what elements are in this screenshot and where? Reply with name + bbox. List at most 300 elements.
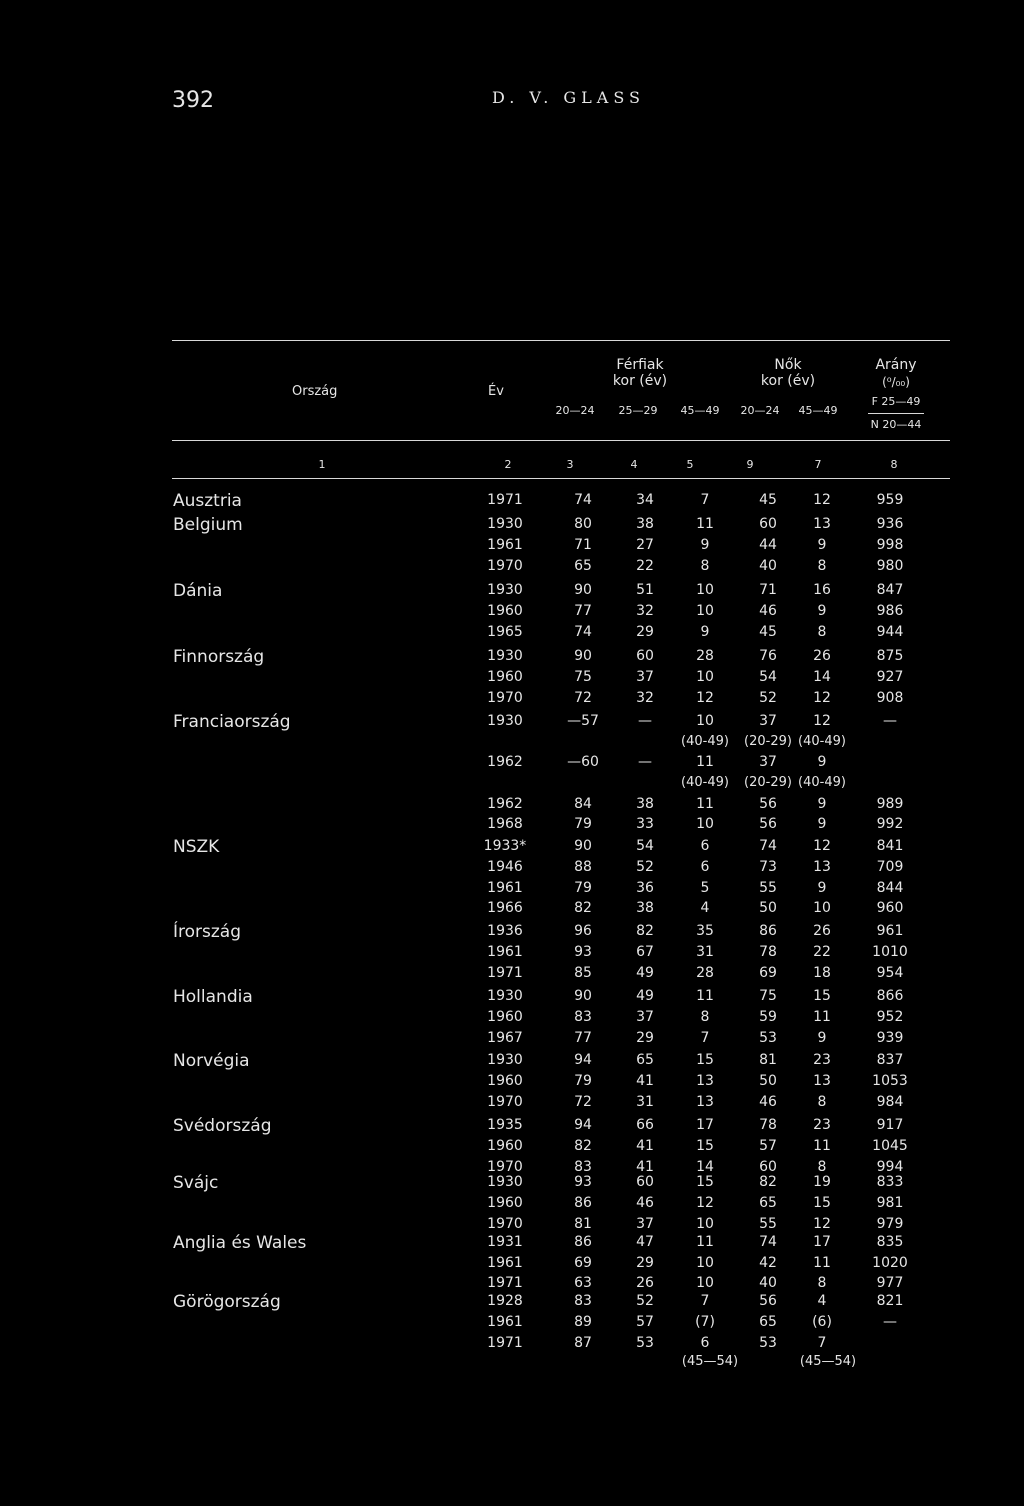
year-cell: 1970 bbox=[487, 1216, 523, 1232]
table-cell: 841 bbox=[876, 838, 904, 854]
table-cell: 4 bbox=[700, 900, 710, 916]
table-cell: 52 bbox=[636, 859, 654, 875]
year-cell: 1930 bbox=[487, 648, 523, 664]
table-cell: 14 bbox=[696, 1159, 714, 1175]
table-cell: 12 bbox=[696, 1195, 714, 1211]
table-cell: 51 bbox=[636, 582, 654, 598]
table-cell: 12 bbox=[813, 492, 831, 508]
table-cell: 9 bbox=[700, 624, 710, 640]
table-cell: 33 bbox=[636, 816, 654, 832]
table-cell: 54 bbox=[636, 838, 654, 854]
table-cell: 65 bbox=[636, 1052, 654, 1068]
table-cell: 57 bbox=[636, 1314, 654, 1330]
table-cell: 90 bbox=[574, 582, 592, 598]
table-cell: 65 bbox=[574, 558, 592, 574]
year-cell: 1960 bbox=[487, 669, 523, 685]
year-cell: 1930 bbox=[487, 1174, 523, 1190]
table-cell: 69 bbox=[759, 965, 777, 981]
note-cell: (45—54) bbox=[799, 1354, 857, 1369]
table-cell: 90 bbox=[574, 988, 592, 1004]
table-cell: 42 bbox=[759, 1255, 777, 1271]
table-cell: 10 bbox=[696, 603, 714, 619]
year-cell: 1961 bbox=[487, 944, 523, 960]
table-cell: 49 bbox=[636, 965, 654, 981]
table-cell: —60 bbox=[567, 754, 599, 770]
table-cell: 46 bbox=[759, 603, 777, 619]
table-cell: 56 bbox=[759, 816, 777, 832]
table-cell: 55 bbox=[759, 1216, 777, 1232]
table-cell: 13 bbox=[813, 1073, 831, 1089]
header-colnum-5: 9 bbox=[746, 458, 754, 471]
table-cell: 50 bbox=[759, 900, 777, 916]
colnum-rule bbox=[172, 478, 950, 479]
table-cell: (40-49) bbox=[681, 734, 729, 749]
table-cell: 15 bbox=[696, 1138, 714, 1154]
table-cell: 96 bbox=[574, 923, 592, 939]
header-colnum-7: 8 bbox=[890, 458, 898, 471]
table-cell: 833 bbox=[876, 1174, 904, 1190]
table-cell: 1020 bbox=[872, 1255, 908, 1271]
table-cell: 72 bbox=[574, 690, 592, 706]
year-cell: 1930 bbox=[487, 713, 523, 729]
table-cell: 82 bbox=[636, 923, 654, 939]
table-cell: 11 bbox=[696, 988, 714, 1004]
table-top-rule bbox=[172, 340, 950, 341]
year-cell: 1961 bbox=[487, 880, 523, 896]
table-cell: 959 bbox=[876, 492, 904, 508]
table-cell: 10 bbox=[696, 1216, 714, 1232]
table-cell: 4 bbox=[817, 1293, 827, 1309]
table-cell: 72 bbox=[574, 1094, 592, 1110]
table-cell: 6 bbox=[700, 1335, 710, 1351]
table-cell: 94 bbox=[574, 1117, 592, 1133]
table-cell: 41 bbox=[636, 1159, 654, 1175]
table-cell: 35 bbox=[696, 923, 714, 939]
table-cell: 952 bbox=[876, 1009, 904, 1025]
country-name: Franciaország bbox=[173, 712, 291, 732]
table-cell: 82 bbox=[574, 1138, 592, 1154]
table-cell: 53 bbox=[636, 1335, 654, 1351]
table-cell: 79 bbox=[574, 1073, 592, 1089]
year-cell: 1935 bbox=[487, 1117, 523, 1133]
table-cell: 18 bbox=[813, 965, 831, 981]
table-cell: 17 bbox=[813, 1234, 831, 1250]
table-cell: 10 bbox=[813, 900, 831, 916]
running-head: D. V. GLASS bbox=[492, 88, 645, 107]
table-cell: (40-49) bbox=[681, 775, 729, 790]
table-cell: 88 bbox=[574, 859, 592, 875]
country-name: Svájc bbox=[173, 1173, 219, 1193]
table-cell: 7 bbox=[700, 1030, 710, 1046]
table-cell: 60 bbox=[759, 516, 777, 532]
country-name: Ausztria bbox=[173, 491, 242, 511]
table-cell: 709 bbox=[876, 859, 904, 875]
table-cell: 821 bbox=[876, 1293, 904, 1309]
table-cell: 979 bbox=[876, 1216, 904, 1232]
table-cell: 989 bbox=[876, 796, 904, 812]
table-cell: 927 bbox=[876, 669, 904, 685]
table-cell: 13 bbox=[696, 1073, 714, 1089]
table-cell: 63 bbox=[574, 1275, 592, 1291]
table-cell: — bbox=[638, 713, 652, 729]
year-cell: 1971 bbox=[487, 492, 523, 508]
year-cell: 1970 bbox=[487, 1094, 523, 1110]
table-cell: 8 bbox=[817, 558, 827, 574]
table-cell: 9 bbox=[700, 537, 710, 553]
header-age-3: 20—24 bbox=[740, 404, 780, 417]
table-cell: 1053 bbox=[872, 1073, 908, 1089]
table-cell: 53 bbox=[759, 1030, 777, 1046]
table-cell: 60 bbox=[636, 648, 654, 664]
table-cell: 11 bbox=[696, 1234, 714, 1250]
table-cell: 94 bbox=[574, 1052, 592, 1068]
header-ratio-line2: (⁰/₀₀) bbox=[882, 375, 910, 389]
table-cell: 844 bbox=[876, 880, 904, 896]
table-cell: 12 bbox=[813, 690, 831, 706]
header-ratio-denominator: N 20—44 bbox=[870, 418, 922, 431]
header-rule bbox=[172, 440, 950, 441]
table-cell: 8 bbox=[817, 1094, 827, 1110]
page-number: 392 bbox=[172, 88, 214, 113]
table-cell: 36 bbox=[636, 880, 654, 896]
table-cell: 55 bbox=[759, 880, 777, 896]
table-cell: 11 bbox=[813, 1009, 831, 1025]
table-cell: (6) bbox=[812, 1314, 832, 1330]
table-cell: 69 bbox=[574, 1255, 592, 1271]
table-cell: 26 bbox=[636, 1275, 654, 1291]
table-cell: 27 bbox=[636, 537, 654, 553]
table-cell: 29 bbox=[636, 1255, 654, 1271]
year-cell: 1930 bbox=[487, 516, 523, 532]
country-name: Írország bbox=[173, 922, 242, 942]
table-cell: 22 bbox=[813, 944, 831, 960]
table-cell: 60 bbox=[759, 1159, 777, 1175]
year-cell: 1965 bbox=[487, 624, 523, 640]
year-cell: 1930 bbox=[487, 988, 523, 1004]
country-name: Görögország bbox=[173, 1292, 281, 1312]
table-cell: 78 bbox=[759, 1117, 777, 1133]
table-cell: 90 bbox=[574, 838, 592, 854]
header-age-2: 45—49 bbox=[680, 404, 720, 417]
table-cell: 15 bbox=[696, 1174, 714, 1190]
header-colnum-4: 5 bbox=[686, 458, 694, 471]
table-cell: 5 bbox=[700, 880, 710, 896]
table-cell: 9 bbox=[817, 1030, 827, 1046]
header-women-line2: kor (év) bbox=[760, 373, 816, 389]
year-cell: 1960 bbox=[487, 1009, 523, 1025]
table-cell: 66 bbox=[636, 1117, 654, 1133]
table-cell: 85 bbox=[574, 965, 592, 981]
year-cell: 1930 bbox=[487, 1052, 523, 1068]
header-ratio-line1: Arány bbox=[875, 357, 917, 373]
table-cell: 10 bbox=[696, 713, 714, 729]
table-cell: 73 bbox=[759, 859, 777, 875]
table-cell: 81 bbox=[574, 1216, 592, 1232]
table-cell: 86 bbox=[759, 923, 777, 939]
table-cell: 54 bbox=[759, 669, 777, 685]
table-cell: 10 bbox=[696, 1255, 714, 1271]
table-cell: 57 bbox=[759, 1138, 777, 1154]
header-country: Ország bbox=[292, 384, 338, 399]
table-cell: 40 bbox=[759, 558, 777, 574]
table-cell: 56 bbox=[759, 1293, 777, 1309]
header-men-line1: Férfiak bbox=[616, 357, 664, 373]
table-cell: 37 bbox=[636, 1216, 654, 1232]
country-name: Dánia bbox=[173, 581, 223, 601]
header-colnum-2: 3 bbox=[566, 458, 574, 471]
year-cell: 1967 bbox=[487, 1030, 523, 1046]
table-cell: 12 bbox=[696, 690, 714, 706]
table-cell: (20-29) bbox=[744, 734, 792, 749]
country-name: NSZK bbox=[173, 837, 220, 857]
table-cell: 9 bbox=[817, 754, 827, 770]
table-cell: 34 bbox=[636, 492, 654, 508]
table-cell: 994 bbox=[876, 1159, 904, 1175]
header-colnum-3: 4 bbox=[630, 458, 638, 471]
year-cell: 1962 bbox=[487, 796, 523, 812]
table-cell: 16 bbox=[813, 582, 831, 598]
table-cell: 6 bbox=[700, 838, 710, 854]
table-cell: — bbox=[883, 1314, 897, 1330]
table-cell: 49 bbox=[636, 988, 654, 1004]
year-cell: 1966 bbox=[487, 900, 523, 916]
table-cell: 71 bbox=[759, 582, 777, 598]
table-cell: 8 bbox=[817, 1159, 827, 1175]
table-cell: 9 bbox=[817, 796, 827, 812]
table-cell: 31 bbox=[636, 1094, 654, 1110]
table-cell: 60 bbox=[636, 1174, 654, 1190]
year-cell: 1962 bbox=[487, 754, 523, 770]
table-cell: 40 bbox=[759, 1275, 777, 1291]
table-cell: 45 bbox=[759, 624, 777, 640]
table-cell: 28 bbox=[696, 965, 714, 981]
year-cell: 1960 bbox=[487, 1138, 523, 1154]
table-cell: 47 bbox=[636, 1234, 654, 1250]
header-ratio-numerator: F 25—49 bbox=[871, 395, 921, 408]
table-cell: 13 bbox=[696, 1094, 714, 1110]
year-cell: 1971 bbox=[487, 1335, 523, 1351]
table-cell: 7 bbox=[700, 492, 710, 508]
table-cell: 46 bbox=[636, 1195, 654, 1211]
table-cell: 75 bbox=[574, 669, 592, 685]
table-cell: 38 bbox=[636, 796, 654, 812]
year-cell: 1970 bbox=[487, 690, 523, 706]
header-colnum-6: 7 bbox=[814, 458, 822, 471]
table-cell: 11 bbox=[813, 1138, 831, 1154]
table-cell: 22 bbox=[636, 558, 654, 574]
table-cell: 78 bbox=[759, 944, 777, 960]
year-cell: 1961 bbox=[487, 1314, 523, 1330]
table-cell: 9 bbox=[817, 603, 827, 619]
header-age-0: 20—24 bbox=[555, 404, 595, 417]
table-cell: 954 bbox=[876, 965, 904, 981]
year-cell: 1928 bbox=[487, 1293, 523, 1309]
table-cell: 980 bbox=[876, 558, 904, 574]
table-cell: 80 bbox=[574, 516, 592, 532]
table-cell: 83 bbox=[574, 1293, 592, 1309]
table-cell: 14 bbox=[813, 669, 831, 685]
table-cell: 13 bbox=[813, 859, 831, 875]
table-cell: 31 bbox=[696, 944, 714, 960]
table-cell: — bbox=[638, 754, 652, 770]
table-cell: 10 bbox=[696, 582, 714, 598]
table-cell: 37 bbox=[636, 669, 654, 685]
table-cell: (40-49) bbox=[798, 775, 846, 790]
table-cell: 12 bbox=[813, 713, 831, 729]
year-cell: 1960 bbox=[487, 1073, 523, 1089]
year-cell: 1961 bbox=[487, 537, 523, 553]
table-cell: 992 bbox=[876, 816, 904, 832]
header-men-line2: kor (év) bbox=[612, 373, 668, 389]
table-cell: 67 bbox=[636, 944, 654, 960]
table-cell: 74 bbox=[759, 838, 777, 854]
table-cell: 65 bbox=[759, 1314, 777, 1330]
table-cell: 56 bbox=[759, 796, 777, 812]
table-cell: 917 bbox=[876, 1117, 904, 1133]
table-cell: 82 bbox=[759, 1174, 777, 1190]
table-cell: 19 bbox=[813, 1174, 831, 1190]
table-cell: 9 bbox=[817, 537, 827, 553]
country-name: Svédország bbox=[173, 1116, 272, 1136]
table-cell: 835 bbox=[876, 1234, 904, 1250]
table-cell: 13 bbox=[813, 516, 831, 532]
table-cell: 847 bbox=[876, 582, 904, 598]
table-cell: 74 bbox=[759, 1234, 777, 1250]
header-year: Év bbox=[488, 384, 504, 399]
table-cell: 12 bbox=[813, 838, 831, 854]
table-cell: 82 bbox=[574, 900, 592, 916]
table-cell: 74 bbox=[574, 624, 592, 640]
country-name: Belgium bbox=[173, 515, 243, 535]
header-women-line1: Nők bbox=[774, 357, 802, 373]
note-cell: (45—54) bbox=[681, 1354, 739, 1369]
table-cell: 8 bbox=[700, 558, 710, 574]
table-cell: 75 bbox=[759, 988, 777, 1004]
year-cell: 1960 bbox=[487, 603, 523, 619]
table-cell: 37 bbox=[759, 713, 777, 729]
table-cell: 15 bbox=[813, 988, 831, 1004]
table-cell: 9 bbox=[817, 816, 827, 832]
table-cell: 10 bbox=[696, 669, 714, 685]
table-cell: 908 bbox=[876, 690, 904, 706]
header-colnum-1: 2 bbox=[504, 458, 512, 471]
table-cell: 8 bbox=[817, 1275, 827, 1291]
table-cell: 961 bbox=[876, 923, 904, 939]
country-name: Hollandia bbox=[173, 987, 253, 1007]
table-cell: 86 bbox=[574, 1195, 592, 1211]
table-cell: 32 bbox=[636, 690, 654, 706]
table-cell: 8 bbox=[700, 1009, 710, 1025]
table-cell: 984 bbox=[876, 1094, 904, 1110]
table-cell: 12 bbox=[813, 1216, 831, 1232]
table-cell: 837 bbox=[876, 1052, 904, 1068]
country-name: Finnország bbox=[173, 647, 265, 667]
year-cell: 1970 bbox=[487, 1159, 523, 1175]
table-cell: 939 bbox=[876, 1030, 904, 1046]
year-cell: 1968 bbox=[487, 816, 523, 832]
table-cell: 93 bbox=[574, 944, 592, 960]
table-cell: 37 bbox=[759, 754, 777, 770]
table-cell: 38 bbox=[636, 516, 654, 532]
year-cell: 1930 bbox=[487, 582, 523, 598]
table-cell: 41 bbox=[636, 1073, 654, 1089]
table-cell: 28 bbox=[696, 648, 714, 664]
table-cell: 83 bbox=[574, 1159, 592, 1175]
table-cell: 44 bbox=[759, 537, 777, 553]
year-cell: 1936 bbox=[487, 923, 523, 939]
table-cell: 50 bbox=[759, 1073, 777, 1089]
year-cell: 1971 bbox=[487, 965, 523, 981]
table-cell: 37 bbox=[636, 1009, 654, 1025]
year-cell: 1946 bbox=[487, 859, 523, 875]
table-cell: 29 bbox=[636, 1030, 654, 1046]
table-cell: 77 bbox=[574, 1030, 592, 1046]
table-cell: 46 bbox=[759, 1094, 777, 1110]
table-cell: 65 bbox=[759, 1195, 777, 1211]
table-cell: (20-29) bbox=[744, 775, 792, 790]
table-cell: 84 bbox=[574, 796, 592, 812]
table-cell: 79 bbox=[574, 816, 592, 832]
country-name: Norvégia bbox=[173, 1051, 250, 1071]
header-age-1: 25—29 bbox=[618, 404, 658, 417]
table-cell: 52 bbox=[636, 1293, 654, 1309]
table-cell: 38 bbox=[636, 900, 654, 916]
header-age-4: 45—49 bbox=[798, 404, 838, 417]
table-cell: 7 bbox=[700, 1293, 710, 1309]
year-cell: 1960 bbox=[487, 1195, 523, 1211]
year-cell: 1933* bbox=[483, 838, 527, 854]
table-cell: 71 bbox=[574, 537, 592, 553]
table-cell: 29 bbox=[636, 624, 654, 640]
table-cell: 76 bbox=[759, 648, 777, 664]
table-cell: 986 bbox=[876, 603, 904, 619]
table-cell: 6 bbox=[700, 859, 710, 875]
year-cell: 1931 bbox=[487, 1234, 523, 1250]
year-cell: 1971 bbox=[487, 1275, 523, 1291]
ratio-fraction-line bbox=[868, 413, 924, 414]
table-cell: 23 bbox=[813, 1052, 831, 1068]
table-cell: 960 bbox=[876, 900, 904, 916]
table-cell: 26 bbox=[813, 923, 831, 939]
table-cell: 32 bbox=[636, 603, 654, 619]
table-cell: 52 bbox=[759, 690, 777, 706]
table-cell: 86 bbox=[574, 1234, 592, 1250]
table-cell: —57 bbox=[567, 713, 599, 729]
table-cell: 79 bbox=[574, 880, 592, 896]
table-cell: 977 bbox=[876, 1275, 904, 1291]
table-cell: (40-49) bbox=[798, 734, 846, 749]
table-cell: 87 bbox=[574, 1335, 592, 1351]
country-name: Anglia és Wales bbox=[173, 1233, 307, 1253]
table-cell: 81 bbox=[759, 1052, 777, 1068]
table-cell: (7) bbox=[695, 1314, 715, 1330]
table-cell: 11 bbox=[696, 754, 714, 770]
table-cell: 90 bbox=[574, 648, 592, 664]
table-cell: 8 bbox=[817, 624, 827, 640]
year-cell: 1961 bbox=[487, 1255, 523, 1271]
table-cell: 59 bbox=[759, 1009, 777, 1025]
table-cell: 15 bbox=[696, 1052, 714, 1068]
table-cell: 41 bbox=[636, 1138, 654, 1154]
table-cell: 11 bbox=[813, 1255, 831, 1271]
table-cell: 9 bbox=[817, 880, 827, 896]
table-cell: 15 bbox=[813, 1195, 831, 1211]
table-cell: 74 bbox=[574, 492, 592, 508]
table-cell: 10 bbox=[696, 816, 714, 832]
table-cell: 866 bbox=[876, 988, 904, 1004]
table-cell: 53 bbox=[759, 1335, 777, 1351]
table-cell: 944 bbox=[876, 624, 904, 640]
